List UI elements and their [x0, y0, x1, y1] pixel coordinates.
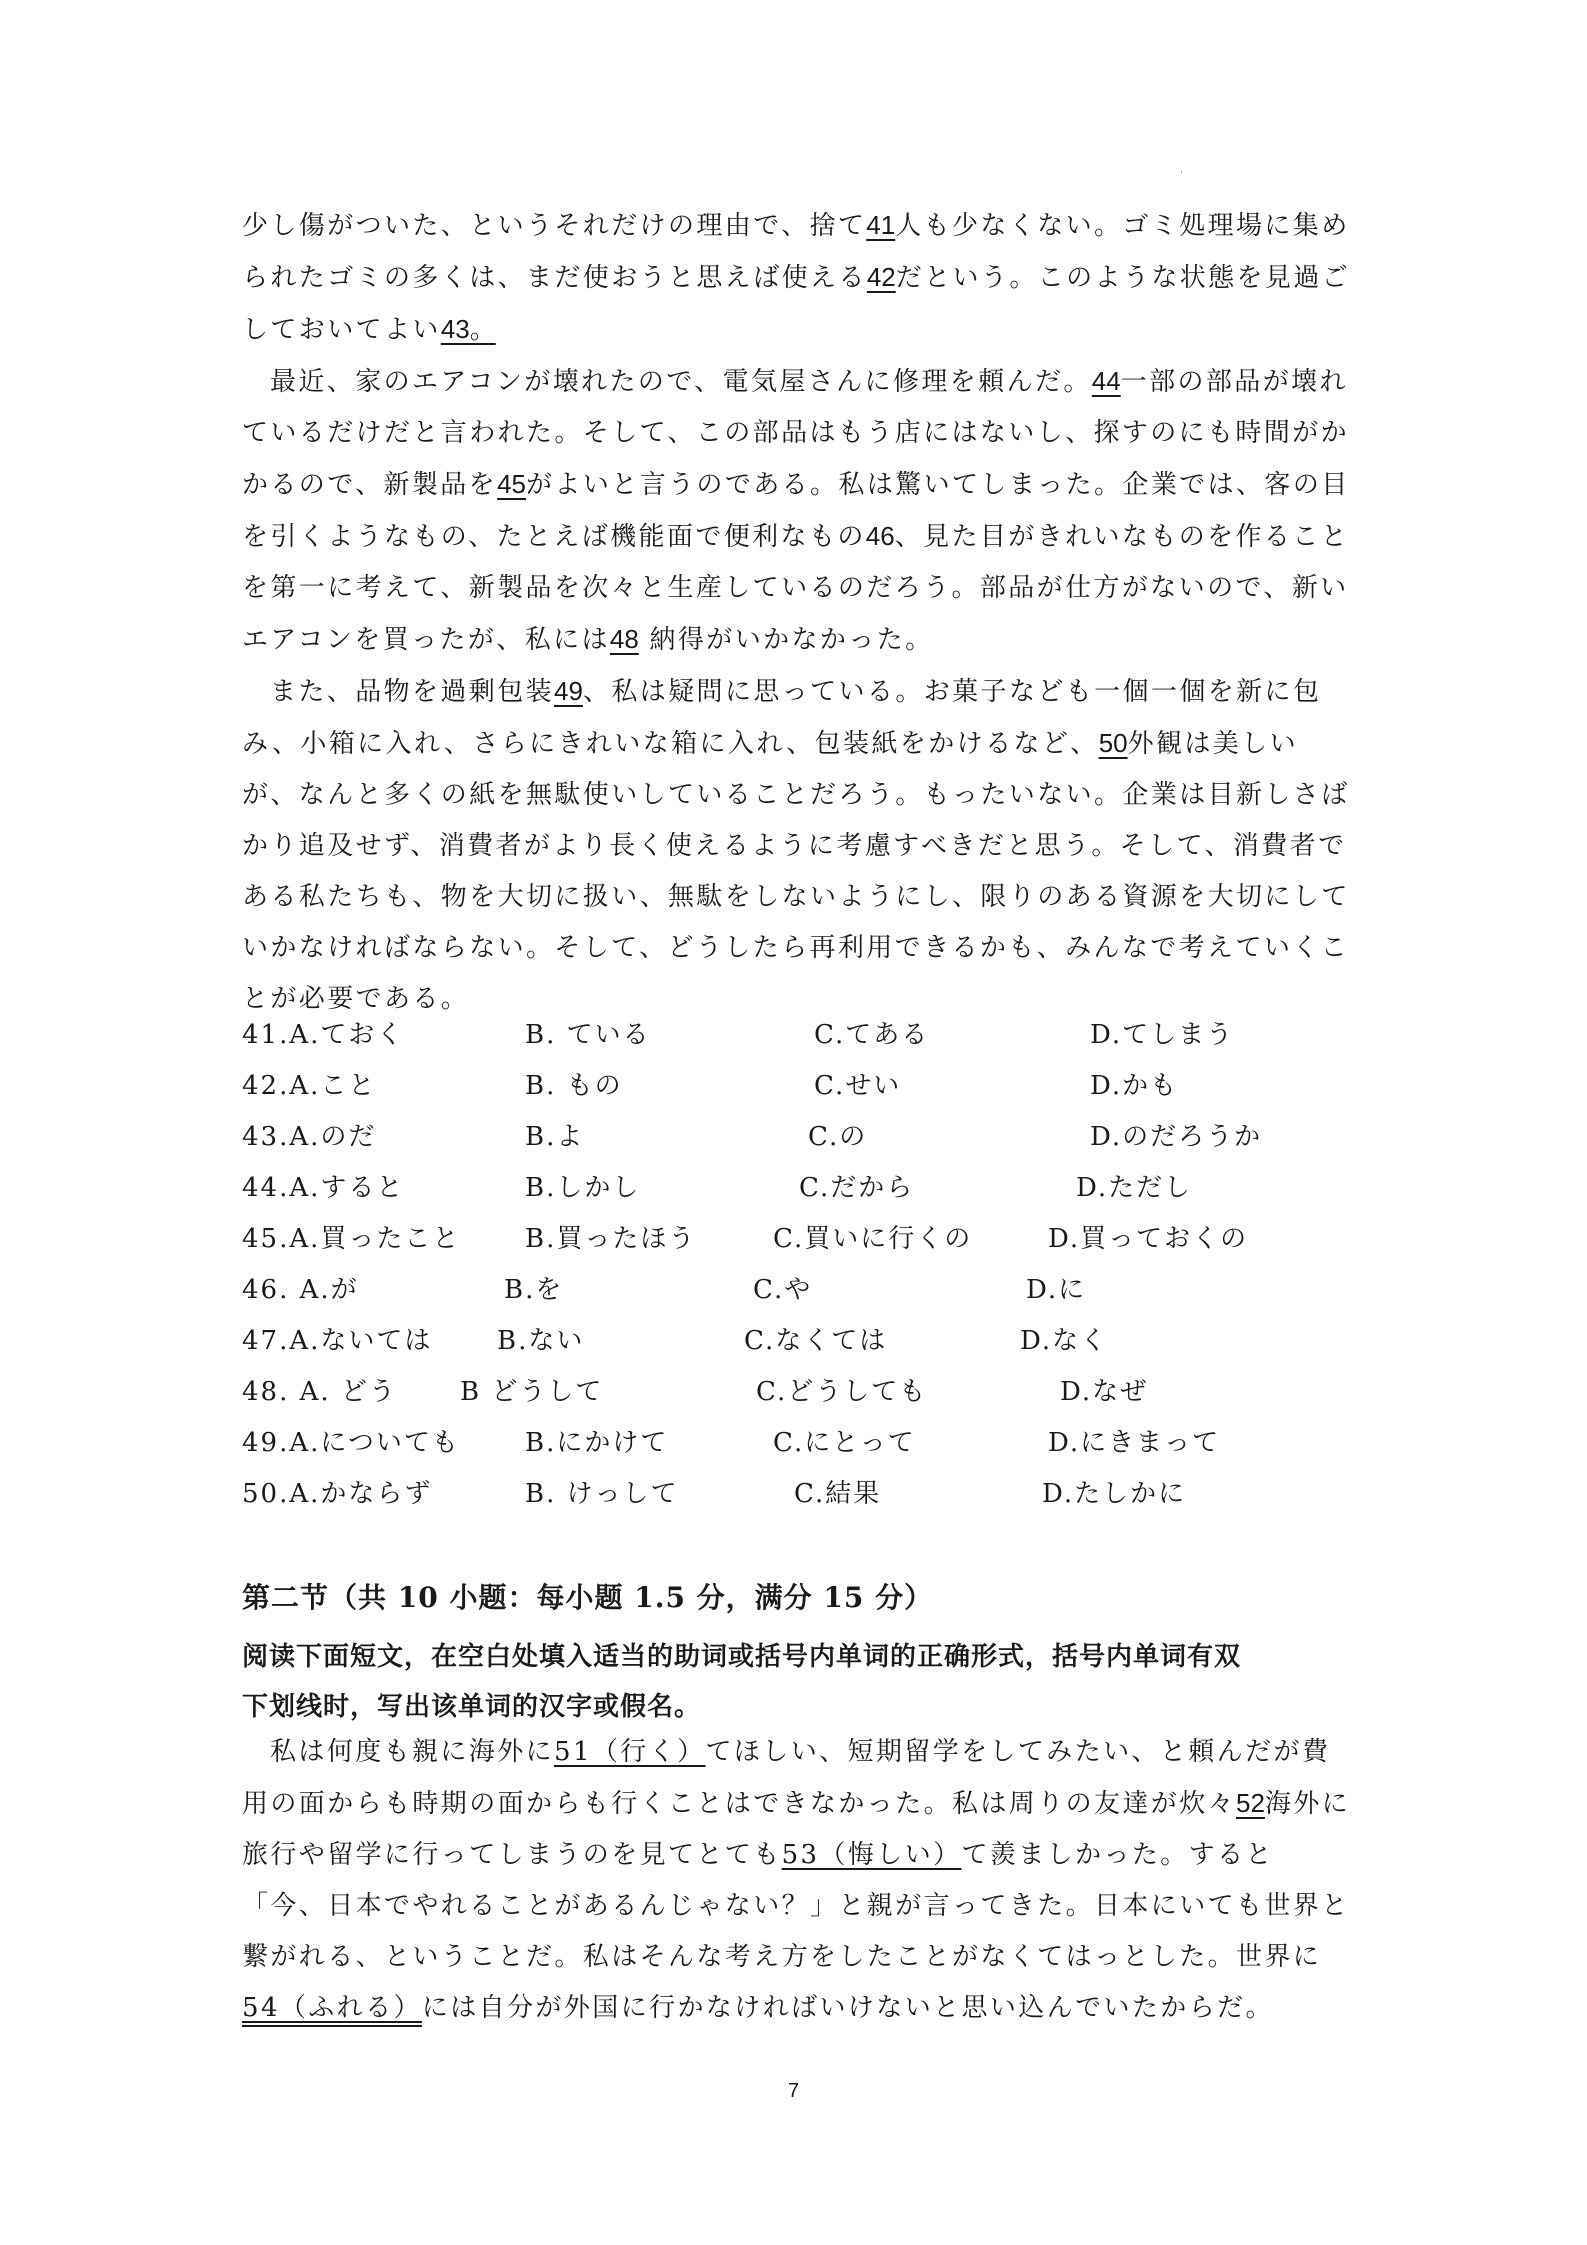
blank-42: 42: [866, 262, 896, 292]
option-c[interactable]: C.どうしても: [756, 1377, 928, 1407]
option-d[interactable]: D.かも: [1090, 1071, 1179, 1101]
passage-text: だという。このような状態を見過ごしておいてよい: [242, 263, 1351, 345]
option-d[interactable]: D.てしまう: [1090, 1020, 1235, 1050]
passage-text: 最近、家のエアコンが壊れたので、電気屋さんに修理を頼んだ。: [270, 367, 1092, 397]
option-row-49: [242, 1422, 1352, 1473]
section-instructions: [242, 1632, 1352, 1732]
passage-text: 一部の部品が壊れているだけだと言われた。そして、この部品はもう店にはないし、探すのにも時間がかかるので、新製品を: [242, 367, 1350, 500]
option-a[interactable]: 41.A.ておく: [242, 1020, 405, 1050]
blank-54: 54（ふれる）: [242, 1993, 422, 2023]
passage-text: てほしい、短期留学をしてみたい、と頼んだが費用の面からも時期の面からも行くことはできなかった。私は周りの友達が炊々: [242, 1737, 1331, 1819]
option-d[interactable]: D.なく: [1020, 1326, 1109, 1356]
option-c[interactable]: C.や: [753, 1275, 813, 1305]
option-row-50: [242, 1473, 1352, 1524]
blank-43: 43。: [440, 314, 496, 344]
passage-text: がよいと言うのである。私は驚いてしまった。企業では、客の目を引くようなもの、たとえば機能面で便利なもの: [242, 470, 1350, 552]
passage-text: 私は何度も親に海外に: [270, 1737, 555, 1767]
section-title: 第二节（共 10 小题：每小题 1.5 分，满分 15 分）: [242, 1581, 934, 1614]
passage-two: [242, 1727, 1352, 2034]
blank-45: 45: [497, 469, 527, 499]
option-a[interactable]: 43.A.のだ: [242, 1122, 377, 1152]
passage-text: また、品物を過剰包装: [270, 677, 555, 707]
passage-text: 納得がいかなかった。: [649, 625, 934, 655]
option-b[interactable]: B.買ったほう: [525, 1224, 697, 1254]
blank-49: 49: [554, 676, 583, 706]
passage-text: て羨ましかった。すると「今、日本でやれることがあるんじゃない？」と親が言ってきた。日本にいても世界と繋がれる、ということだ。私はそんな考え方をしたことがなくてはっとした。世界に: [242, 1840, 1350, 1972]
passage-paragraph: [242, 356, 1352, 666]
passage-text: 、私は疑問に思っている。お菓子なども一個一個を新に包み、小箱に入れ、さらにきれいな箱に入れ、包装紙をかけるなど、: [242, 677, 1322, 759]
answer-options: [242, 1014, 1352, 1524]
option-b[interactable]: B.よ: [525, 1122, 585, 1152]
option-d[interactable]: D.なぜ: [1060, 1377, 1149, 1407]
option-c[interactable]: C.の: [808, 1122, 868, 1152]
option-c[interactable]: C.買いに行くの: [773, 1224, 973, 1254]
option-d[interactable]: D.にきまって: [1048, 1428, 1221, 1458]
blank-50: 50: [1098, 728, 1128, 758]
option-row-47: [242, 1320, 1352, 1371]
option-b[interactable]: B. けっして: [525, 1479, 679, 1509]
option-d[interactable]: D.のだろうか: [1090, 1122, 1263, 1152]
option-b[interactable]: B. もの: [525, 1071, 623, 1101]
blank-41: 41: [866, 210, 896, 240]
option-a[interactable]: 44.A.すると: [242, 1173, 405, 1203]
option-c[interactable]: C.結果: [794, 1479, 882, 1509]
blank-46: 46: [865, 521, 895, 551]
instruction-line: 阅读下面短文，在空白处填入适当的助词或括号内单词的正确形式，括号内单词有双: [242, 1642, 1242, 1672]
option-c[interactable]: C.てある: [814, 1020, 930, 1050]
option-row-45: [242, 1218, 1352, 1269]
passage-text: 人も少なくない。ゴミ処理場に集められたゴミの多くは、まだ使おうと思えば使える: [242, 211, 1350, 293]
option-d[interactable]: D.たしかに: [1042, 1479, 1187, 1509]
option-a[interactable]: 48. A. どう: [242, 1377, 397, 1407]
blank-48: 48: [609, 624, 639, 654]
option-row-46: [242, 1269, 1352, 1320]
option-a[interactable]: 49.A.についても: [242, 1428, 460, 1458]
option-c[interactable]: C.だから: [799, 1173, 915, 1203]
option-d[interactable]: D.ただし: [1076, 1173, 1193, 1203]
option-a[interactable]: 46. A.が: [242, 1275, 359, 1305]
option-d[interactable]: D.買っておくの: [1048, 1224, 1249, 1254]
passage-text: 、見た目がきれいなものを作ることを第一に考えて、新製品を次々と生産しているのだろう。部品が仕方がないので、新いエアコンを買ったが、私には: [242, 522, 1350, 655]
passage-paragraph: [242, 200, 1352, 356]
option-row-44: [242, 1167, 1352, 1218]
option-c[interactable]: C.せい: [814, 1071, 902, 1101]
passage-one: [242, 200, 1352, 1025]
option-a[interactable]: 47.A.ないては: [242, 1326, 433, 1356]
page-number: 7: [787, 2080, 800, 2102]
option-c[interactable]: C.にとって: [773, 1428, 916, 1458]
option-b[interactable]: B.を: [504, 1275, 564, 1305]
scan-mark: ': [1180, 170, 1183, 181]
option-row-43: [242, 1116, 1352, 1167]
option-b[interactable]: B.ない: [497, 1326, 585, 1356]
blank-44: 44: [1091, 366, 1121, 396]
option-b[interactable]: B どうして: [460, 1377, 604, 1407]
blank-51: 51（行く）: [554, 1737, 706, 1767]
option-row-42: [242, 1065, 1352, 1116]
option-c[interactable]: C.なくては: [744, 1326, 888, 1356]
option-b[interactable]: B.にかけて: [525, 1428, 669, 1458]
passage-paragraph: [242, 1727, 1352, 2034]
passage-paragraph: [242, 666, 1352, 1025]
option-b[interactable]: B. ている: [525, 1020, 651, 1050]
option-b[interactable]: B.しかし: [525, 1173, 641, 1203]
option-a[interactable]: 45.A.買ったこと: [242, 1224, 461, 1254]
option-row-41: [242, 1014, 1352, 1065]
blank-52: 52: [1236, 1788, 1265, 1818]
passage-text: 外観は美しいが、なんと多くの紙を無駄使いしていることだろう。もったいない。企業は目新しさばかり追及せず、消費者がより長く使えるように考慮すべきだと思う。そして、消費者である私たちも、物を大切に扱い、無駄をしないようにし、限りのある資源を大切にしていかなければならない。そして、どうしたら再利用できるかも、みんなで考えていくことが必要である。: [242, 729, 1350, 1014]
passage-text: 少し傷がついた、というそれだけの理由で、捨て: [242, 211, 867, 241]
passage-text: 海外に旅行や留学に行ってしまうのを見てとても: [242, 1789, 1351, 1870]
option-d[interactable]: D.に: [1026, 1275, 1087, 1305]
option-a[interactable]: 42.A.こと: [242, 1071, 377, 1101]
instruction-line: 下划线时，写出该单词的汉字或假名。: [242, 1692, 702, 1722]
passage-text: には自分が外国に行かなければいけないと思い込んでいたからだ。: [421, 1993, 1274, 2023]
option-a[interactable]: 50.A.かならず: [242, 1479, 433, 1509]
option-row-48: [242, 1371, 1352, 1422]
blank-53: 53（悔しい）: [781, 1840, 962, 1870]
